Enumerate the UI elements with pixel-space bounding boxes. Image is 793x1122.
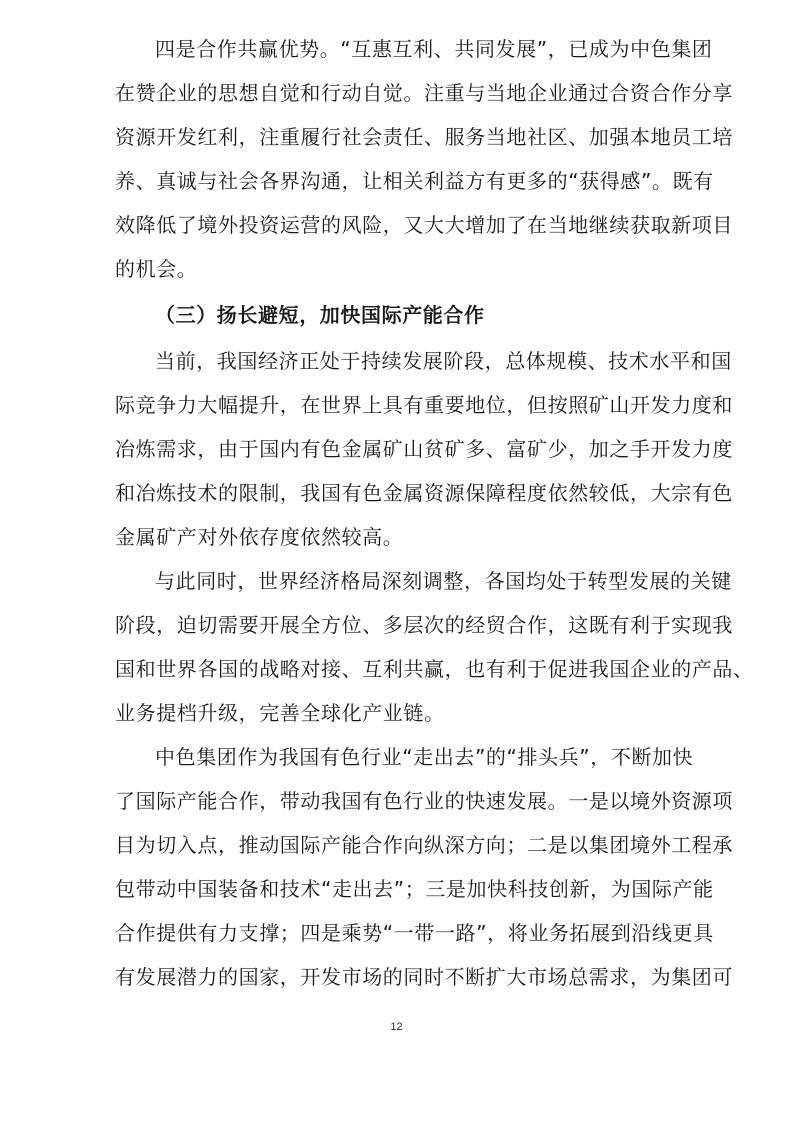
paragraph-4-line-6: 有发展潜力的国家，开发市场的同时不断扩大市场总需求，为集团可: [115, 965, 733, 989]
paragraph-2-line-1: 当前，我国经济正处于持续发展阶段，总体规模、技术水平和国: [155, 349, 732, 373]
paragraph-3-line-3: 国和世界各国的战略对接、互利共赢，也有利于促进我国企业的产品、: [115, 657, 754, 681]
paragraph-2-line-3: 冶炼需求，由于国内有色金属矿山贫矿多、富矿少，加之手开发力度: [115, 437, 733, 461]
paragraph-4-line-5: 合作提供有力支撑；四是乘势“一带一路”，将业务拓展到沿线更具: [115, 921, 714, 945]
paragraph-3-line-1: 与此同时，世界经济格局深刻调整，各国均处于转型发展的关键: [155, 569, 732, 593]
paragraph-4-line-4: 包带动中国装备和技术“走出去”；三是加快科技创新，为国际产能: [115, 877, 714, 901]
section-heading: （三）扬长避短，加快国际产能合作: [155, 303, 485, 327]
paragraph-1-line-2: 在赞企业的思想自觉和行动自觉。注重与当地企业通过合资合作分享: [115, 81, 733, 105]
paragraph-2-line-4: 和冶炼技术的限制，我国有色金属资源保障程度依然较低，大宗有色: [115, 481, 733, 505]
page-number: 12: [390, 1021, 403, 1033]
paragraph-3-line-2: 阶段，迫切需要开展全方位、多层次的经贸合作，这既有利于实现我: [115, 613, 733, 637]
paragraph-2-line-5: 金属矿产对外依存度依然较高。: [115, 525, 404, 549]
paragraph-4-line-2: 了国际产能合作，带动我国有色行业的快速发展。一是以境外资源项: [115, 789, 733, 813]
paragraph-4-line-1: 中色集团作为我国有色行业“走出去”的“排头兵”，不断加快: [155, 745, 694, 769]
paragraph-4-line-3: 目为切入点，推动国际产能合作向纵深方向；二是以集团境外工程承: [115, 833, 733, 857]
paragraph-1-line-3: 资源开发红利，注重履行社会责任、服务当地社区、加强本地员工培: [115, 125, 733, 149]
paragraph-1-line-6: 的机会。: [115, 257, 198, 281]
paragraph-1-line-1: 四是合作共赢优势。“互惠互利、共同发展”，已成为中色集团: [155, 37, 713, 61]
paragraph-1-line-4: 养、真诚与社会各界沟通，让相关利益方有更多的“获得感”。既有: [115, 169, 714, 193]
paragraph-1-line-5: 效降低了境外投资运营的风险，又大大增加了在当地继续获取新项目: [115, 213, 733, 237]
paragraph-3-line-4: 业务提档升级，完善全球化产业链。: [115, 701, 445, 725]
paragraph-2-line-2: 际竞争力大幅提升，在世界上具有重要地位，但按照矿山开发力度和: [115, 393, 733, 417]
